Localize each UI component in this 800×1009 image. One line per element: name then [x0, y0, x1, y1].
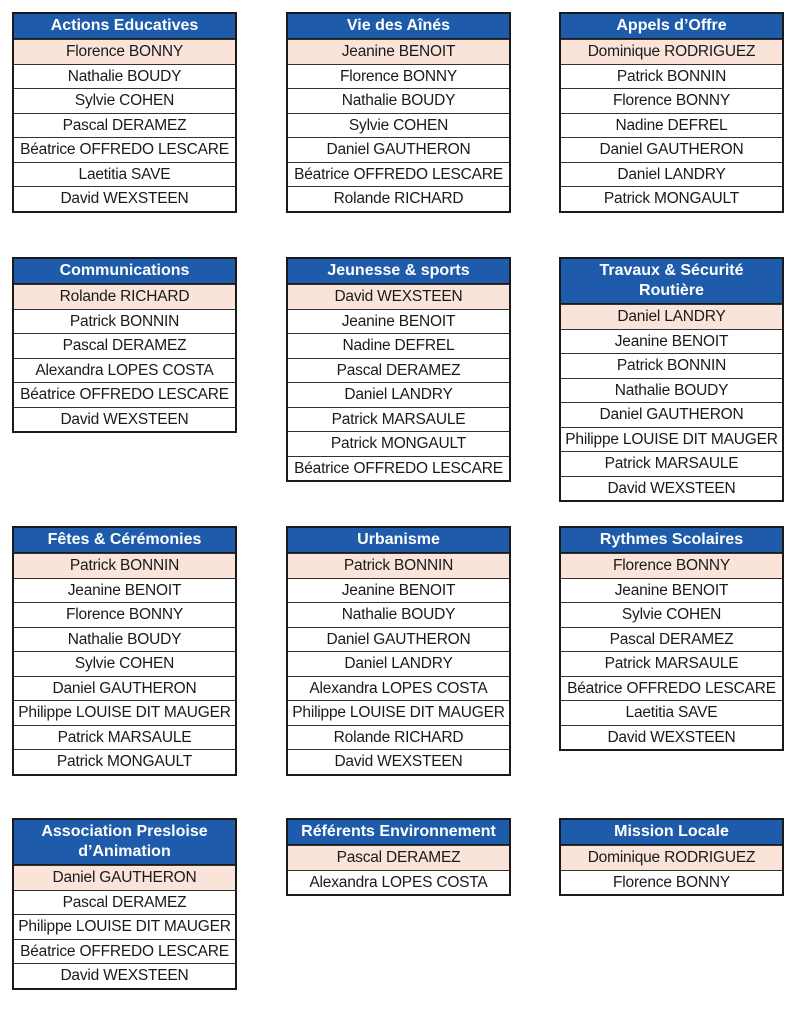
committee-title: Actions Educatives: [14, 14, 235, 39]
committee-table: [286, 818, 511, 896]
committee-member: Florence BONNY: [561, 870, 782, 895]
committee-member: Philippe LOUISE DIT MAUGER: [14, 700, 235, 725]
committee-title: Appels d’Offre: [561, 14, 782, 39]
committee-member: Jeanine BENOIT: [561, 329, 782, 354]
committee-member: Philippe LOUISE DIT MAUGER: [561, 427, 782, 452]
committee-member: Jeanine BENOIT: [561, 578, 782, 603]
committee-member: Nathalie BOUDY: [14, 627, 235, 652]
committee-member: Daniel LANDRY: [288, 382, 509, 407]
committee-title: Association Presloise d’Animation: [14, 820, 235, 865]
committee-member: Alexandra LOPES COSTA: [14, 358, 235, 383]
committee-member: Patrick MARSAULE: [14, 725, 235, 750]
committee-table: [559, 12, 784, 213]
committee-table: [12, 12, 237, 213]
committee-member: Nathalie BOUDY: [14, 64, 235, 89]
committee-member: Patrick MARSAULE: [561, 651, 782, 676]
committee-member: Nathalie BOUDY: [288, 88, 509, 113]
committee-member: Pascal DERAMEZ: [561, 627, 782, 652]
committee-lead: Florence BONNY: [14, 39, 235, 64]
committee-lead: David WEXSTEEN: [288, 284, 509, 309]
committee-table: [559, 526, 784, 751]
committee-member: David WEXSTEEN: [288, 749, 509, 774]
committee-lead: Dominique RODRIGUEZ: [561, 39, 782, 64]
committee-title: Vie des Aînés: [288, 14, 509, 39]
committee-lead: Rolande RICHARD: [14, 284, 235, 309]
committee-member: David WEXSTEEN: [14, 186, 235, 211]
committee-member: Laetitia SAVE: [14, 162, 235, 187]
committee-member: Patrick MONGAULT: [14, 749, 235, 774]
committee-member: Sylvie COHEN: [14, 88, 235, 113]
committee-member: Daniel LANDRY: [561, 162, 782, 187]
committee-member: Daniel GAUTHERON: [561, 402, 782, 427]
committee-lead: Dominique RODRIGUEZ: [561, 845, 782, 870]
committee-member: Nadine DEFREL: [561, 113, 782, 138]
committee-member: Béatrice OFFREDO LESCARE: [288, 456, 509, 481]
committee-member: Sylvie COHEN: [561, 602, 782, 627]
committee-member: Florence BONNY: [288, 64, 509, 89]
committee-member: Daniel GAUTHERON: [288, 627, 509, 652]
committee-member: Patrick MONGAULT: [288, 431, 509, 456]
committee-member: Pascal DERAMEZ: [14, 113, 235, 138]
committee-table: [12, 257, 237, 433]
committee-member: Daniel GAUTHERON: [14, 676, 235, 701]
committee-table: [286, 12, 511, 213]
committee-member: Rolande RICHARD: [288, 725, 509, 750]
committee-member: Alexandra LOPES COSTA: [288, 676, 509, 701]
committee-member: Patrick BONNIN: [561, 64, 782, 89]
committee-member: Pascal DERAMEZ: [14, 333, 235, 358]
committee-member: Béatrice OFFREDO LESCARE: [14, 939, 235, 964]
committee-member: Nathalie BOUDY: [561, 378, 782, 403]
committee-member: Pascal DERAMEZ: [288, 358, 509, 383]
committee-lead: Florence BONNY: [561, 553, 782, 578]
committee-lead: Patrick BONNIN: [288, 553, 509, 578]
committee-member: Nadine DEFREL: [288, 333, 509, 358]
committee-title: Urbanisme: [288, 528, 509, 553]
committee-lead: Daniel LANDRY: [561, 304, 782, 329]
committee-member: Béatrice OFFREDO LESCARE: [14, 137, 235, 162]
committee-member: Daniel GAUTHERON: [288, 137, 509, 162]
committee-title: Fêtes & Cérémonies: [14, 528, 235, 553]
committee-table: [12, 818, 237, 990]
committee-member: Jeanine BENOIT: [14, 578, 235, 603]
committee-member: Nathalie BOUDY: [288, 602, 509, 627]
committee-member: Jeanine BENOIT: [288, 309, 509, 334]
committee-member: Patrick MARSAULE: [288, 407, 509, 432]
committee-title: Jeunesse & sports: [288, 259, 509, 284]
committee-member: Daniel LANDRY: [288, 651, 509, 676]
committee-member: Florence BONNY: [561, 88, 782, 113]
committee-table: [559, 257, 784, 502]
committee-member: Sylvie COHEN: [14, 651, 235, 676]
committee-member: Rolande RICHARD: [288, 186, 509, 211]
committee-member: David WEXSTEEN: [561, 725, 782, 750]
committee-member: Patrick BONNIN: [14, 309, 235, 334]
committee-member: Alexandra LOPES COSTA: [288, 870, 509, 895]
committee-member: Florence BONNY: [14, 602, 235, 627]
committee-member: Laetitia SAVE: [561, 700, 782, 725]
committee-lead: Daniel GAUTHERON: [14, 865, 235, 890]
committee-table: [559, 818, 784, 896]
committee-member: Patrick MARSAULE: [561, 451, 782, 476]
committee-title: Travaux & Sécurité Routière: [561, 259, 782, 304]
committee-member: David WEXSTEEN: [14, 963, 235, 988]
committee-member: Béatrice OFFREDO LESCARE: [14, 382, 235, 407]
committee-title: Rythmes Scolaires: [561, 528, 782, 553]
committee-member: Jeanine BENOIT: [288, 578, 509, 603]
committee-member: Sylvie COHEN: [288, 113, 509, 138]
committee-lead: Patrick BONNIN: [14, 553, 235, 578]
committee-title: Communications: [14, 259, 235, 284]
committee-member: Pascal DERAMEZ: [14, 890, 235, 915]
committee-table: [286, 526, 511, 776]
committee-member: David WEXSTEEN: [14, 407, 235, 432]
committee-member: Philippe LOUISE DIT MAUGER: [288, 700, 509, 725]
committee-member: Béatrice OFFREDO LESCARE: [561, 676, 782, 701]
committee-member: David WEXSTEEN: [561, 476, 782, 501]
committee-member: Béatrice OFFREDO LESCARE: [288, 162, 509, 187]
committee-lead: Pascal DERAMEZ: [288, 845, 509, 870]
committee-member: Philippe LOUISE DIT MAUGER: [14, 914, 235, 939]
committee-member: Patrick BONNIN: [561, 353, 782, 378]
committee-title: Mission Locale: [561, 820, 782, 845]
committee-table: [12, 526, 237, 776]
committee-member: Patrick MONGAULT: [561, 186, 782, 211]
committee-member: Daniel GAUTHERON: [561, 137, 782, 162]
committee-lead: Jeanine BENOIT: [288, 39, 509, 64]
committee-table: [286, 257, 511, 482]
committee-title: Référents Environnement: [288, 820, 509, 845]
